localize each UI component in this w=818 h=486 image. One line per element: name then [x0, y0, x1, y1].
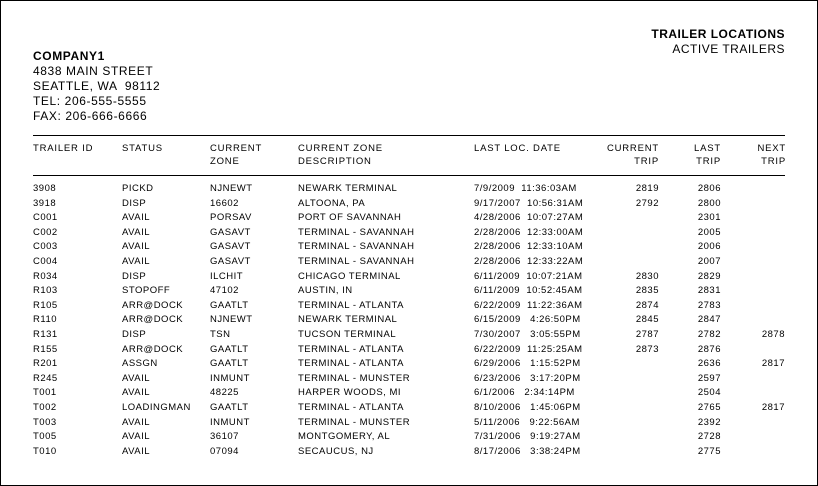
- cell-current-trip: 2792: [635, 197, 659, 209]
- cell-zone-description: TUCSON TERMINAL: [298, 328, 397, 340]
- col-header-trailer-id: [33, 142, 93, 155]
- cell-status: AVAIL: [122, 226, 151, 238]
- cell-trailer-id: 3908: [33, 183, 57, 194]
- cell-current-zone: NJNEWT: [210, 314, 253, 326]
- cell-last-loc-date: 9/17/2007 10:56:31AM: [474, 197, 584, 209]
- cell-status: PICKD: [122, 183, 154, 194]
- cell-status: DISP: [122, 270, 147, 282]
- table-row: [33, 240, 785, 255]
- table-row: [33, 255, 785, 270]
- cell-last-trip: 2392: [697, 416, 721, 428]
- col-header-last-trip-line2: TRIP: [696, 156, 721, 167]
- cell-last-trip: 2007: [697, 255, 721, 267]
- col-header-zone-description-line1: CURRENT ZONE: [298, 143, 383, 154]
- col-header-current-trip-line1: CURRENT: [606, 143, 659, 154]
- cell-zone-description: NEWARK TERMINAL: [298, 183, 398, 194]
- cell-last-trip: 2829: [697, 270, 721, 282]
- cell-next-trip: [721, 240, 785, 255]
- cell-current-zone: GAATLT: [210, 401, 249, 413]
- cell-last-loc-date: 2/28/2006 12:33:00AM: [474, 226, 584, 238]
- header-bottom-rule: [33, 175, 785, 176]
- col-header-next-trip-line2: TRIP: [761, 156, 786, 167]
- cell-last-loc-date: 6/11/2009 10:07:21AM: [474, 270, 583, 282]
- cell-last-trip: 2765: [697, 401, 721, 413]
- cell-current-trip: [591, 372, 659, 387]
- cell-last-trip: 2831: [697, 285, 721, 297]
- cell-trailer-id: C001: [33, 212, 58, 224]
- col-header-last-loc-date-label: LAST LOC. DATE: [474, 143, 561, 154]
- cell-status: AVAIL: [122, 416, 151, 428]
- table-row: [33, 357, 785, 372]
- col-header-next-trip: [735, 142, 786, 168]
- cell-last-trip: 2876: [697, 343, 721, 355]
- cell-last-loc-date: 7/30/2007 3:05:55PM: [474, 328, 581, 340]
- table-row: [33, 430, 785, 445]
- cell-last-loc-date: 2/28/2006 12:33:10AM: [474, 241, 584, 253]
- cell-last-loc-date: 6/23/2006 3:17:20PM: [474, 372, 581, 384]
- table-row: [33, 343, 785, 358]
- col-header-current-zone-line2: ZONE: [210, 156, 240, 167]
- company-address-line2: SEATTLE, WA 98112: [33, 79, 161, 93]
- cell-next-trip: [721, 284, 785, 299]
- cell-trailer-id: C004: [33, 255, 58, 267]
- cell-zone-description: MONTGOMERY, AL: [298, 431, 391, 443]
- cell-status: DISP: [122, 197, 147, 209]
- cell-zone-description: TERMINAL - SAVANNAH: [298, 255, 415, 267]
- col-header-status-label: STATUS: [122, 143, 163, 154]
- cell-status: ARR@DOCK: [122, 314, 184, 326]
- col-header-last-trip: [671, 142, 721, 168]
- cell-last-loc-date: 6/29/2006 1:15:52PM: [474, 358, 581, 370]
- cell-current-trip: [591, 226, 659, 241]
- cell-last-trip: 2005: [697, 226, 721, 238]
- cell-current-trip: [591, 386, 659, 401]
- cell-trailer-id: T003: [33, 416, 57, 428]
- table-row: [33, 284, 785, 299]
- cell-trailer-id: C002: [33, 226, 58, 238]
- cell-trailer-id: T010: [33, 445, 57, 457]
- col-header-current-trip: [591, 142, 659, 168]
- report-title: TRAILER LOCATIONS: [651, 27, 785, 41]
- col-header-trailer-id-label: TRAILER ID: [33, 143, 94, 154]
- cell-current-trip: [591, 357, 659, 372]
- cell-trailer-id: T001: [33, 387, 57, 399]
- cell-last-loc-date: 6/11/2009 10:52:45AM: [474, 285, 583, 297]
- header-top-rule: [33, 135, 785, 136]
- cell-next-trip: 2878: [761, 328, 785, 340]
- cell-zone-description: TERMINAL - SAVANNAH: [298, 226, 415, 238]
- cell-current-trip: 2835: [635, 285, 659, 297]
- col-header-zone-description: [298, 142, 383, 168]
- col-header-next-trip-line1: NEXT: [757, 143, 786, 154]
- cell-zone-description: TERMINAL - SAVANNAH: [298, 241, 415, 253]
- cell-zone-description: PORT OF SAVANNAH: [298, 212, 402, 224]
- cell-last-loc-date: 7/9/2009 11:36:03AM: [474, 183, 577, 194]
- cell-trailer-id: T002: [33, 401, 57, 413]
- cell-zone-description: TERMINAL - ATLANTA: [298, 401, 404, 413]
- cell-last-trip: 2775: [697, 445, 721, 457]
- cell-status: STOPOFF: [122, 285, 171, 297]
- cell-zone-description: TERMINAL - ATLANTA: [298, 343, 404, 355]
- cell-current-zone: NJNEWT: [210, 183, 253, 194]
- table-row: [33, 386, 785, 401]
- cell-current-zone: 47102: [210, 285, 239, 297]
- cell-current-zone: GAATLT: [210, 343, 249, 355]
- cell-last-trip: 2301: [697, 212, 721, 224]
- company-block: [33, 49, 160, 124]
- cell-status: AVAIL: [122, 241, 151, 253]
- cell-trailer-id: R155: [33, 343, 58, 355]
- col-header-last-loc-date: [474, 142, 561, 155]
- cell-current-zone: PORSAV: [210, 212, 252, 224]
- report-subtitle: ACTIVE TRAILERS: [672, 42, 785, 56]
- cell-last-loc-date: 2/28/2006 12:33:22AM: [474, 255, 584, 267]
- cell-trailer-id: R105: [33, 299, 58, 311]
- cell-current-zone: GASAVT: [210, 241, 251, 253]
- cell-next-trip: 2817: [761, 358, 785, 370]
- cell-trailer-id: C003: [33, 241, 58, 253]
- cell-next-trip: [721, 343, 785, 358]
- cell-last-loc-date: 6/1/2006 2:34:14PM: [474, 387, 575, 399]
- cell-last-loc-date: 8/17/2006 3:38:24PM: [474, 445, 581, 457]
- table-row: [33, 197, 785, 212]
- cell-status: AVAIL: [122, 431, 151, 443]
- cell-next-trip: [721, 430, 785, 445]
- cell-current-trip: [591, 240, 659, 255]
- cell-current-zone: 07094: [210, 445, 239, 457]
- cell-current-zone: ILCHIT: [210, 270, 244, 282]
- company-address-line1: 4838 MAIN STREET: [33, 64, 154, 78]
- cell-status: ARR@DOCK: [122, 299, 184, 311]
- cell-status: DISP: [122, 328, 147, 340]
- table-row: [33, 313, 785, 328]
- cell-current-zone: 48225: [210, 387, 239, 399]
- cell-zone-description: NEWARK TERMINAL: [298, 314, 398, 326]
- cell-current-trip: [591, 255, 659, 270]
- cell-zone-description: TERMINAL - MUNSTER: [298, 416, 411, 428]
- cell-current-trip: 2819: [635, 183, 659, 194]
- table-row: [33, 270, 785, 285]
- cell-last-trip: 2783: [697, 299, 721, 311]
- cell-current-trip: [591, 430, 659, 445]
- cell-zone-description: CHICAGO TERMINAL: [298, 270, 401, 282]
- cell-current-trip: 2830: [635, 270, 659, 282]
- cell-current-zone: GAATLT: [210, 358, 249, 370]
- cell-next-trip: 2817: [761, 401, 785, 413]
- col-header-last-trip-line1: LAST: [694, 143, 721, 154]
- cell-next-trip: [721, 226, 785, 241]
- cell-next-trip: [721, 313, 785, 328]
- cell-status: ASSGN: [122, 358, 158, 370]
- table-row: [33, 445, 785, 460]
- cell-zone-description: TERMINAL - ATLANTA: [298, 358, 404, 370]
- trailer-table: [33, 182, 785, 459]
- cell-next-trip: [721, 372, 785, 387]
- col-header-status: [122, 142, 163, 155]
- cell-last-trip: 2636: [697, 358, 721, 370]
- company-name: COMPANY1: [33, 49, 105, 63]
- cell-current-trip: [591, 416, 659, 431]
- col-header-current-trip-line2: TRIP: [634, 156, 659, 167]
- cell-current-trip: [591, 401, 659, 416]
- cell-status: AVAIL: [122, 255, 151, 267]
- cell-last-trip: 2728: [697, 431, 721, 443]
- cell-last-loc-date: 6/15/2009 4:26:50PM: [474, 314, 581, 326]
- table-row: [33, 211, 785, 226]
- cell-current-trip: [591, 211, 659, 226]
- cell-next-trip: [721, 386, 785, 401]
- cell-current-zone: INMUNT: [210, 372, 250, 384]
- cell-trailer-id: T005: [33, 431, 57, 443]
- cell-current-trip: 2787: [635, 328, 659, 340]
- col-header-current-zone-line1: CURRENT: [210, 143, 263, 154]
- cell-next-trip: [721, 211, 785, 226]
- company-fax: FAX: 206-666-6666: [33, 109, 148, 123]
- cell-next-trip: [721, 270, 785, 285]
- cell-last-loc-date: 6/22/2009 11:25:25AM: [474, 343, 583, 355]
- cell-last-trip: 2782: [697, 328, 721, 340]
- cell-current-zone: 36107: [210, 431, 239, 443]
- cell-current-zone: GAATLT: [210, 299, 249, 311]
- cell-last-trip: 2806: [697, 183, 721, 194]
- cell-last-trip: 2504: [697, 387, 721, 399]
- cell-current-trip: [591, 445, 659, 460]
- cell-current-zone: TSN: [210, 328, 231, 340]
- cell-trailer-id: R103: [33, 285, 58, 297]
- table-row: [33, 182, 785, 197]
- cell-trailer-id: R110: [33, 314, 58, 326]
- table-row: [33, 372, 785, 387]
- cell-current-trip: 2845: [635, 314, 659, 326]
- table-row: [33, 299, 785, 314]
- table-row: [33, 226, 785, 241]
- cell-trailer-id: R245: [33, 372, 58, 384]
- cell-current-zone: GASAVT: [210, 255, 251, 267]
- cell-last-trip: 2800: [697, 197, 721, 209]
- cell-next-trip: [721, 416, 785, 431]
- cell-last-loc-date: 7/31/2006 9:19:27AM: [474, 431, 581, 443]
- cell-status: AVAIL: [122, 212, 151, 224]
- cell-current-trip: 2873: [635, 343, 659, 355]
- cell-current-zone: 16602: [210, 197, 239, 209]
- cell-last-loc-date: 5/11/2006 9:22:56AM: [474, 416, 580, 428]
- table-row: [33, 401, 785, 416]
- cell-last-trip: 2847: [697, 314, 721, 326]
- cell-zone-description: HARPER WOODS, MI: [298, 387, 402, 399]
- cell-status: LOADINGMAN: [122, 401, 191, 413]
- table-row: [33, 416, 785, 431]
- col-header-zone-description-line2: DESCRIPTION: [298, 156, 372, 167]
- cell-status: AVAIL: [122, 387, 151, 399]
- cell-current-trip: 2874: [635, 299, 659, 311]
- cell-last-loc-date: 8/10/2006 1:45:06PM: [474, 401, 581, 413]
- cell-zone-description: TERMINAL - ATLANTA: [298, 299, 404, 311]
- cell-zone-description: TERMINAL - MUNSTER: [298, 372, 411, 384]
- cell-status: AVAIL: [122, 372, 151, 384]
- table-row: [33, 328, 785, 343]
- cell-current-zone: INMUNT: [210, 416, 250, 428]
- cell-next-trip: [721, 299, 785, 314]
- company-telephone: TEL: 206-555-5555: [33, 94, 147, 108]
- cell-zone-description: AUSTIN, IN: [298, 285, 353, 297]
- cell-zone-description: ALTOONA, PA: [298, 197, 366, 209]
- cell-last-trip: 2006: [697, 241, 721, 253]
- cell-trailer-id: R201: [33, 358, 58, 370]
- col-header-current-zone: [210, 142, 262, 168]
- cell-next-trip: [721, 445, 785, 460]
- cell-last-loc-date: 4/28/2006 10:07:27AM: [474, 212, 584, 224]
- cell-trailer-id: R034: [33, 270, 58, 282]
- cell-status: ARR@DOCK: [122, 343, 184, 355]
- cell-next-trip: [721, 255, 785, 270]
- cell-last-trip: 2597: [697, 372, 721, 384]
- cell-status: AVAIL: [122, 445, 151, 457]
- cell-trailer-id: R131: [33, 328, 58, 340]
- cell-next-trip: [721, 182, 785, 197]
- cell-trailer-id: 3918: [33, 197, 57, 209]
- cell-last-loc-date: 6/22/2009 11:22:36AM: [474, 299, 583, 311]
- cell-zone-description: SECAUCUS, NJ: [298, 445, 374, 457]
- cell-next-trip: [721, 197, 785, 212]
- cell-current-zone: GASAVT: [210, 226, 251, 238]
